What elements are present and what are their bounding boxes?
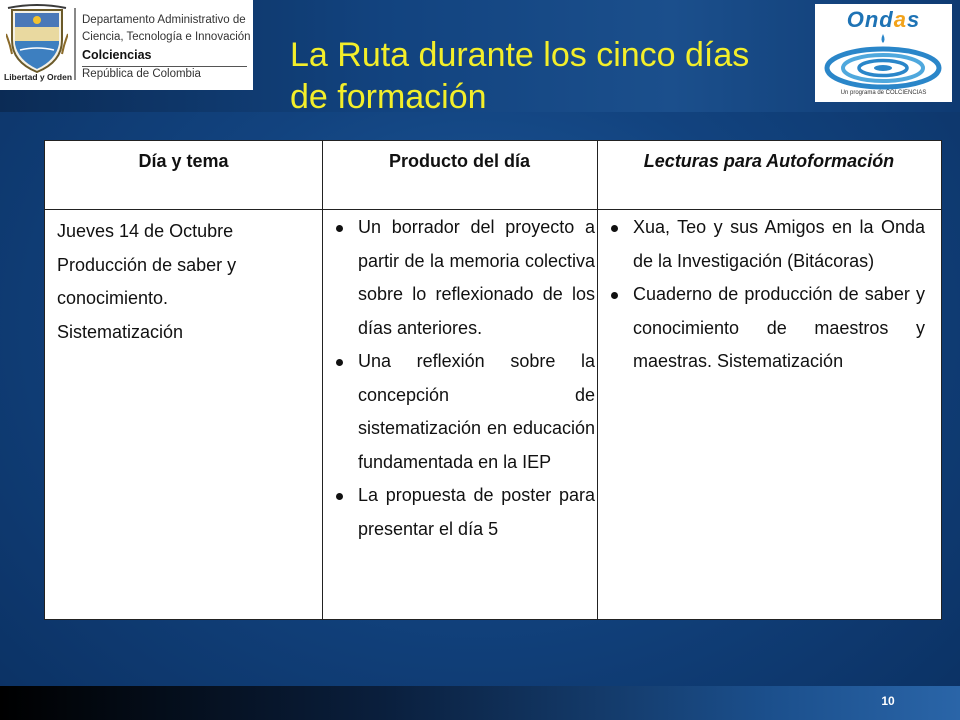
water-ripple-icon (823, 32, 944, 90)
ondas-wordmark: Ondas (846, 7, 921, 32)
colciencias-logo (0, 0, 253, 90)
ondas-tagline: Un programa de COLCIENCIAS (840, 90, 927, 96)
ondas-logo (815, 4, 952, 102)
bullet-icon (611, 225, 618, 232)
footer-bar (0, 686, 960, 720)
list-item: Xua, Teo y sus Amigos en la Onda de la Investigación (Bitácoras) (599, 211, 925, 278)
list-item: La propuesta de poster para presentar el día 5 (324, 479, 595, 546)
day-topic-cell (57, 215, 317, 349)
product-list (324, 211, 595, 546)
bullet-icon (336, 225, 343, 232)
readings-list (599, 211, 925, 379)
header-readings: Lecturas para Autoformación (643, 151, 895, 171)
coat-of-arms-icon (6, 4, 68, 74)
day-line: Sistematización (57, 321, 184, 342)
colciencias-line-4: República de Colombia (82, 68, 201, 80)
content-table (44, 140, 942, 620)
day-line: Jueves 14 de Octubre (57, 221, 234, 241)
logo-rule (82, 66, 247, 67)
header-divider (45, 209, 941, 210)
header-product: Producto del día (388, 151, 530, 171)
bullet-icon (336, 359, 343, 366)
motto-text: Libertad y Orden (4, 72, 73, 82)
bullet-icon (611, 292, 618, 299)
page-number: 10 (881, 694, 895, 708)
header-day-topic: Día y tema (138, 151, 229, 171)
colciencias-line-2: Ciencia, Tecnología e Innovación (82, 31, 251, 43)
bullet-icon (336, 493, 343, 500)
list-item: Una reflexión sobre la concepción de sistematización en educación fundamentada en la IEP (324, 345, 595, 479)
column-divider (597, 141, 598, 619)
day-line: conocimiento. (57, 288, 169, 308)
slide-title: La Ruta durante los cinco días de formación (290, 36, 750, 116)
colciencias-line-1: Departamento Administrativo de (82, 14, 246, 26)
list-item: Un borrador del proyecto a partir de la memoria colectiva sobre lo reflexionado de los días anteriores. (324, 211, 595, 345)
colciencias-line-3: Colciencias (82, 48, 152, 62)
list-item: Cuaderno de producción de saber y conocimiento de maestros y maestras. Sistematización (599, 278, 925, 379)
column-divider (322, 141, 323, 619)
day-line: Producción de saber y (57, 254, 237, 275)
logo-separator (74, 8, 76, 80)
